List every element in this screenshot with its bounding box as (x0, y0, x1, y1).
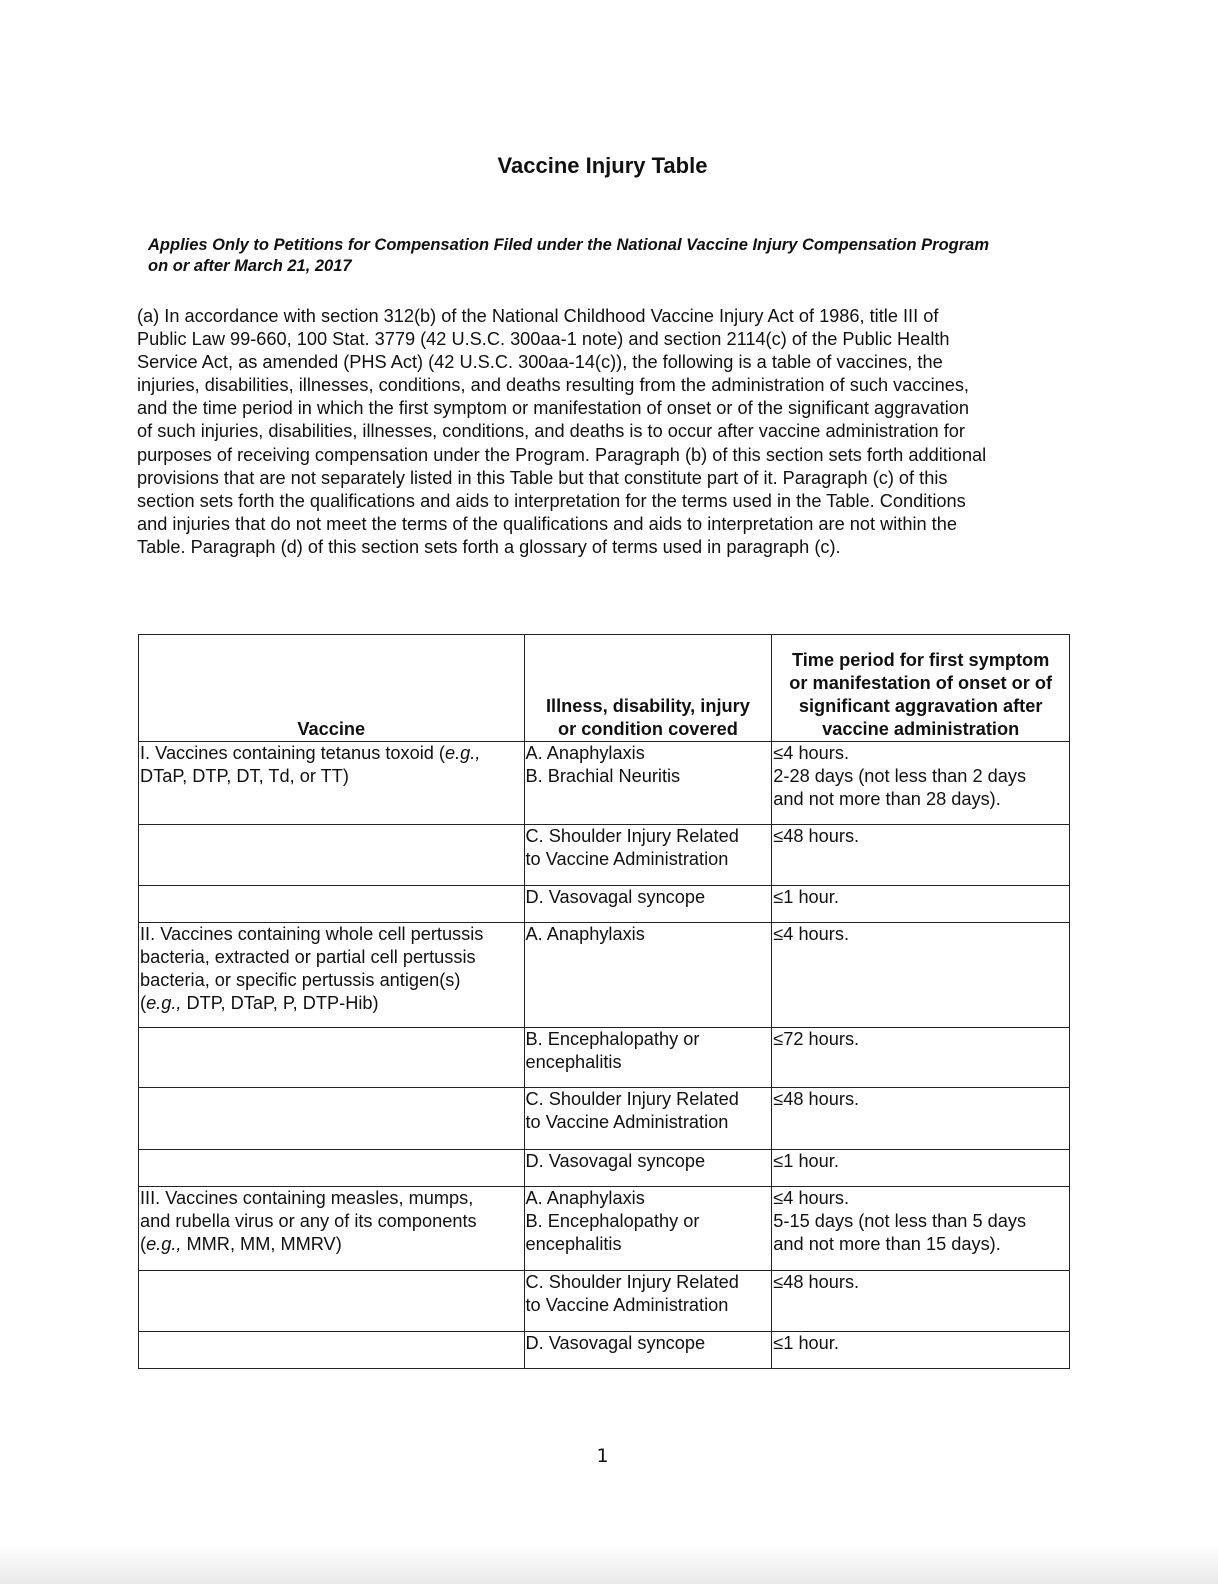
table-row (139, 1150, 1070, 1187)
cell-time-period (772, 1150, 1070, 1187)
table-row (139, 886, 1070, 923)
intro-line: of such injuries, disabilities, illnesses, conditions, and deaths is to occur after vaccine administration for (137, 421, 965, 442)
cell-time-period-line: ≤1 hour. (773, 1333, 839, 1353)
intro-line: and the time period in which the first symptom or manifestation of onset or of the significant aggravation (137, 398, 970, 419)
viewer-bottom-edge (0, 1544, 1218, 1584)
intro-paragraph (137, 305, 1077, 559)
cell-illness-line: D. Vasovagal syncope (525, 1151, 706, 1171)
cell-illness-line: to Vaccine Administration (525, 849, 729, 869)
cell-time-period-line: ≤4 hours. (773, 924, 849, 944)
cell-time-period (772, 825, 1070, 886)
cell-time-period-line: 5-15 days (not less than 5 days (773, 1211, 1027, 1231)
cell-illness-line: A. Anaphylaxis (525, 924, 645, 944)
intro-line: purposes of receiving compensation under the Program. Paragraph (b) of this section sets forth additional (137, 444, 987, 465)
cell-time-period (772, 1271, 1070, 1332)
cell-vaccine-line: bacteria, extracted or partial cell pertussis (140, 947, 476, 967)
header-illness: Illness, disability, injury or condition covered (524, 635, 772, 742)
cell-illness (524, 1271, 772, 1332)
intro-line: Public Law 99-660, 100 Stat. 3779 (42 U.S.C. 300aa-1 note) and section 2114(c) of the Public Health (137, 329, 950, 350)
cell-time-period (772, 923, 1070, 1028)
header-time-period: Time period for first symptom or manifestation of onset or of significant aggravation after vaccine administration (772, 635, 1070, 742)
cell-vaccine (139, 825, 525, 886)
cell-time-period (772, 1187, 1070, 1271)
cell-vaccine (139, 886, 525, 923)
cell-vaccine (139, 1088, 525, 1150)
cell-vaccine (139, 1150, 525, 1187)
cell-time-period-line: ≤72 hours. (773, 1029, 860, 1049)
cell-illness (524, 1187, 772, 1271)
table-row (139, 825, 1070, 886)
applies-line: on or after March 21, 2017 (148, 257, 352, 275)
cell-time-period-line: ≤1 hour. (773, 887, 839, 907)
cell-vaccine-line: (e.g., MMR, MM, MMRV) (140, 1234, 342, 1254)
cell-vaccine (139, 1332, 525, 1369)
cell-illness (524, 1150, 772, 1187)
cell-illness-line: B. Encephalopathy or (525, 1029, 700, 1049)
cell-vaccine (139, 1187, 525, 1271)
cell-time-period-line: ≤48 hours. (773, 1089, 860, 1109)
cell-illness-line: encephalitis (525, 1234, 622, 1254)
cell-vaccine-line: (e.g., DTP, DTaP, P, DTP-Hib) (140, 993, 379, 1013)
vaccine-injury-table (138, 634, 1070, 1369)
cell-time-period-line: and not more than 15 days). (773, 1234, 1001, 1254)
intro-line: Table. Paragraph (d) of this section sets forth a glossary of terms used in paragraph (c). (137, 536, 841, 557)
cell-vaccine-line: II. Vaccines containing whole cell pertussis (140, 924, 484, 944)
table-row (139, 742, 1070, 825)
cell-vaccine-line: bacteria, or specific pertussis antigen(s) (140, 970, 461, 990)
cell-time-period-line: ≤48 hours. (773, 826, 860, 846)
cell-illness-line: B. Brachial Neuritis (525, 766, 681, 786)
cell-time-period-line: ≤4 hours. (773, 1188, 849, 1208)
cell-illness (524, 1332, 772, 1369)
table-header-row (139, 635, 1070, 742)
cell-vaccine (139, 1028, 525, 1088)
header-vaccine: Vaccine (139, 635, 525, 742)
cell-vaccine-line: DTaP, DTP, DT, Td, or TT) (140, 766, 349, 786)
cell-time-period (772, 886, 1070, 923)
table-row (139, 923, 1070, 1028)
intro-line: section sets forth the qualifications and aids to interpretation for the terms used in the Table. Conditions (137, 490, 966, 511)
cell-illness (524, 825, 772, 886)
table-row (139, 1332, 1070, 1369)
cell-time-period-line: 2-28 days (not less than 2 days (773, 766, 1027, 786)
intro-line: (a) In accordance with section 312(b) of the National Childhood Vaccine Injury Act of 1986, title III of (137, 306, 939, 326)
applies-line: Applies Only to Petitions for Compensation Filed under the National Vaccine Injury Compensation Program (148, 236, 990, 254)
intro-line: and injuries that do not meet the terms of the qualifications and aids to interpretation are not within the (137, 513, 957, 534)
cell-vaccine (139, 742, 525, 825)
cell-illness (524, 1028, 772, 1088)
cell-illness-line: to Vaccine Administration (525, 1295, 729, 1315)
cell-time-period-line: ≤1 hour. (773, 1151, 839, 1171)
cell-time-period (772, 1088, 1070, 1150)
cell-illness (524, 923, 772, 1028)
table-row (139, 1028, 1070, 1088)
cell-vaccine-line: and rubella virus or any of its components (140, 1211, 477, 1231)
cell-vaccine-line: I. Vaccines containing tetanus toxoid (e.g., (140, 743, 481, 763)
page-number: 1 (596, 1445, 609, 1467)
table-row (139, 1271, 1070, 1332)
cell-illness-line: C. Shoulder Injury Related (525, 1089, 739, 1109)
cell-time-period-line: ≤4 hours. (773, 743, 849, 763)
cell-illness (524, 886, 772, 923)
cell-illness-line: B. Encephalopathy or (525, 1211, 700, 1231)
cell-time-period (772, 742, 1070, 825)
cell-vaccine (139, 1271, 525, 1332)
cell-vaccine (139, 923, 525, 1028)
cell-illness-line: C. Shoulder Injury Related (525, 826, 739, 846)
cell-time-period (772, 1028, 1070, 1088)
table-body (139, 742, 1070, 1369)
intro-line: injuries, disabilities, illnesses, conditions, and deaths resulting from the administration of such vaccines, (137, 375, 969, 396)
cell-illness-line: encephalitis (525, 1052, 622, 1072)
cell-time-period-line: ≤48 hours. (773, 1272, 860, 1292)
cell-illness-line: D. Vasovagal syncope (525, 887, 706, 907)
table-row (139, 1187, 1070, 1271)
cell-time-period-line: and not more than 28 days). (773, 789, 1001, 809)
cell-illness-line: D. Vasovagal syncope (525, 1333, 706, 1353)
applies-notice (148, 235, 1083, 277)
cell-illness-line: A. Anaphylaxis (525, 743, 645, 763)
table-row (139, 1088, 1070, 1150)
intro-line: provisions that are not separately listed in this Table but that constitute part of it. Paragraph (c) of this (137, 467, 948, 488)
cell-illness-line: A. Anaphylaxis (525, 1188, 645, 1208)
cell-illness (524, 742, 772, 825)
cell-time-period (772, 1332, 1070, 1369)
cell-illness-line: C. Shoulder Injury Related (525, 1272, 739, 1292)
document-title: Vaccine Injury Table (497, 153, 708, 178)
intro-line: Service Act, as amended (PHS Act) (42 U.S.C. 300aa-14(c)), the following is a table of vaccines, the (137, 352, 943, 373)
cell-illness (524, 1088, 772, 1150)
cell-vaccine-line: III. Vaccines containing measles, mumps, (140, 1188, 474, 1208)
cell-illness-line: to Vaccine Administration (525, 1112, 729, 1132)
